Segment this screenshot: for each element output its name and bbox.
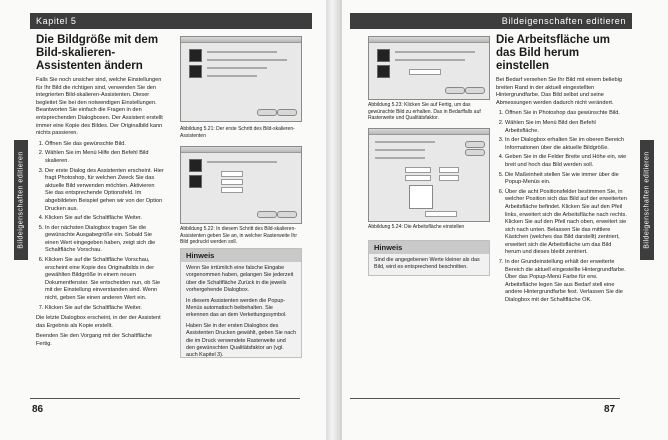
- list-item: 5. Die Maßeinheit stellen Sie wie immer über die Popup-Menüs ein.: [505, 172, 628, 187]
- right-page: [342, 0, 668, 440]
- list-item: 1. Öffnen Sie in Photoshop das gewünschte Bild.: [505, 110, 628, 118]
- list-item: 3. In der Dialogbox erhalten Sie im oberen Bereich Informationen über die aktuelle Bildgröße.: [505, 137, 628, 152]
- figure-caption: Abbildung 5.24: Die Arbeitsfläche einstellen: [368, 224, 465, 230]
- hint-paragraph: Wenn Sie irrtümlich eine falsche Eingabe vorgenommen haben, gelangen Sie jederzeit über die Schaltfläche Zurück in die jeweils vorhergehende Dialogbox.: [186, 265, 294, 294]
- figure-caption: Abbildung 5.21: Der erste Schritt des Bild-skalieren-Assistenten: [180, 126, 295, 139]
- side-tab-label: Bildeigenschaften editieren: [17, 151, 25, 249]
- book-spine: [326, 0, 342, 440]
- intro-paragraph: Falls Sie noch unsicher sind, welche Einstellungen für Ihr Bild die richtigen sind, verwenden Sie den integrierten Bild-skalieren-Assistenten. Dieser begleitet Sie bei den notwendigen Einstellungen. Beantworten Sie einfach die Fragen in den entsprechenden Dialogboxen. Der Assistent erstellt immer eine Kopie des Bildes. Der Originalbild kann nichts passieren.: [36, 77, 163, 137]
- list-item: 4. Geben Sie in die Felder Breite und Höhe ein, wie breit und hoch das Bild werden soll.: [505, 154, 628, 169]
- side-tab-label: Bildeigenschaften editieren: [643, 151, 651, 249]
- figure-caption: Abbildung 5.23: Klicken Sie auf Fertig, um das gewünschte Bild zu erhalten. Das in Bedarffalls auf Rasterweite und Qualitätsfaktor.: [368, 102, 481, 122]
- hint-paragraph: Haben Sie in der ersten Dialogbox des Assistenten Drucken gewählt, geben Sie nach die im Druck verwendete Rasterweite und den gewünschten Qualitätsfaktor an (vgl. auch Kapitel 3).: [186, 322, 296, 359]
- list-item: 6. Klicken Sie auf die Schaltfläche Vorschau, erscheint eine Kopie des Originalbilds in der gewählten Bildgröße in einem neuen Dokumentfenster. Sie entscheiden nun, ob Sie mit der Einstellung einverstanden sind. Wenn nicht, geben Sie einen anderen Wert ein.: [45, 257, 164, 303]
- section-title: Die Arbeitsfläche um das Bild herum einstellen: [496, 34, 610, 72]
- page-number: 87: [604, 404, 616, 415]
- side-tab: [640, 140, 654, 260]
- list-item: 2. Wählen Sie im Menü Hilfe den Befehl Bild skalieren.: [45, 150, 164, 165]
- page-number: 86: [32, 404, 44, 415]
- left-text-column: [36, 34, 164, 352]
- list-item: 1. Öffnen Sie das gewünschte Bild.: [45, 141, 164, 149]
- left-page: [0, 0, 326, 440]
- right-text-column: [496, 34, 628, 308]
- step-list: [36, 141, 164, 312]
- step-list: [496, 110, 628, 304]
- intro-paragraph: Bei Bedarf versehen Sie Ihr Bild mit einem beliebig breiten Rand in der aktuell eingestellten Hintergrundfarbe. Das Bild selbst und seine Abmessungen werden dadurch nicht verändert.: [496, 77, 622, 106]
- screenshot-wizard-step3: [368, 36, 490, 100]
- hint-box: [180, 248, 302, 358]
- screenshot-canvas-size-dialog: [368, 128, 490, 222]
- list-item: 7. In der Grundeinstellung erhält der erweiterte Bereich die aktuell eingestellte Hintergrundfarbe. Über das Popup-Menü Farbe für erw. Arbeitsfläche legen Sie aus Bedarf stell eine andere Hintergrundfarbe fest. Verlassen Sie die Dialogbox mit der Schaltfläche OK.: [505, 259, 628, 305]
- hint-box: [368, 240, 490, 276]
- chapter-header: Kapitel 5: [30, 13, 312, 29]
- list-item: 6. Über die acht Positionsfelder bestimmen Sie, in welcher Position sich das Bild auf der erweiterten Arbeitsfläche befindet. Klicken Sie auf den Pfeil links, erweitert sich die Arbeitsfläche nach rechts. Klicken Sie auf den Pfeil nach oben, erweitert sie sich nach unten. Belassen Sie das mittlere Kästchen (welches das Bild darstellt) zentriert, erweitert sich die Arbeitsfläche um das Bild herum und dieses bleibt zentriert.: [505, 189, 628, 257]
- screenshot-wizard-step1: [180, 36, 302, 122]
- screenshot-wizard-step2: [180, 146, 302, 224]
- outro-paragraph: Beenden Sie den Vorgang mit der Schaltfläche Fertig.: [36, 333, 152, 347]
- hint-title: Hinweis: [181, 249, 301, 262]
- outro-paragraph: Die letzte Dialogbox erscheint, in der der Assistent das Ergebnis als Kopie erstellt.: [36, 315, 161, 329]
- section-title: Die Bildgröße mit dem Bild-skalieren-Assistenten ändern: [36, 34, 159, 72]
- list-item: 5. In der nächsten Dialogbox tragen Sie die gewünschte Ausgabegröße ein. Sobald Sie einen Wert eingegeben haben, zeigt sich die Schaltfläche Vorschau.: [45, 225, 164, 255]
- footer-rule: [30, 398, 300, 399]
- hint-title: Hinweis: [369, 241, 489, 254]
- list-item: 4. Klicken Sie auf die Schaltfläche Weiter.: [45, 215, 164, 223]
- side-tab: [14, 140, 28, 260]
- list-item: 2. Wählen Sie im Menü Bild den Befehl Arbeitsfläche.: [505, 120, 628, 135]
- chapter-header: Bildeigenschaften editieren: [350, 13, 632, 29]
- figure-caption: Abbildung 5.22: In diesem Schritt des Bild-skalieren-Assistenten geben Sie an, in welcher Rasterweite Ihr Bild gedruckt werden soll.: [180, 226, 298, 246]
- hint-paragraph: In diesem Assistenten werden die Popup-Menüs automatisch beibehalten. Sie erkennen das an dem Verkettungssymbol.: [186, 297, 287, 319]
- list-item: 7. Klicken Sie auf die Schaltfläche Weiter.: [45, 305, 164, 313]
- hint-paragraph: Sind die angegebenen Werte kleiner als das Bild, wird es entsprechend beschnitten.: [374, 257, 480, 271]
- footer-rule: [350, 398, 620, 399]
- list-item: 3. Der erste Dialog des Assistenten erscheint. Hier fragt Photoshop, für welchen Zweck Sie das aktuelle Bild verwenden möchten. Aktivieren Sie das entsprechende Optionsfeld. Im abgebildeten Beispiel gehen wir von der Option Drucken aus.: [45, 168, 164, 214]
